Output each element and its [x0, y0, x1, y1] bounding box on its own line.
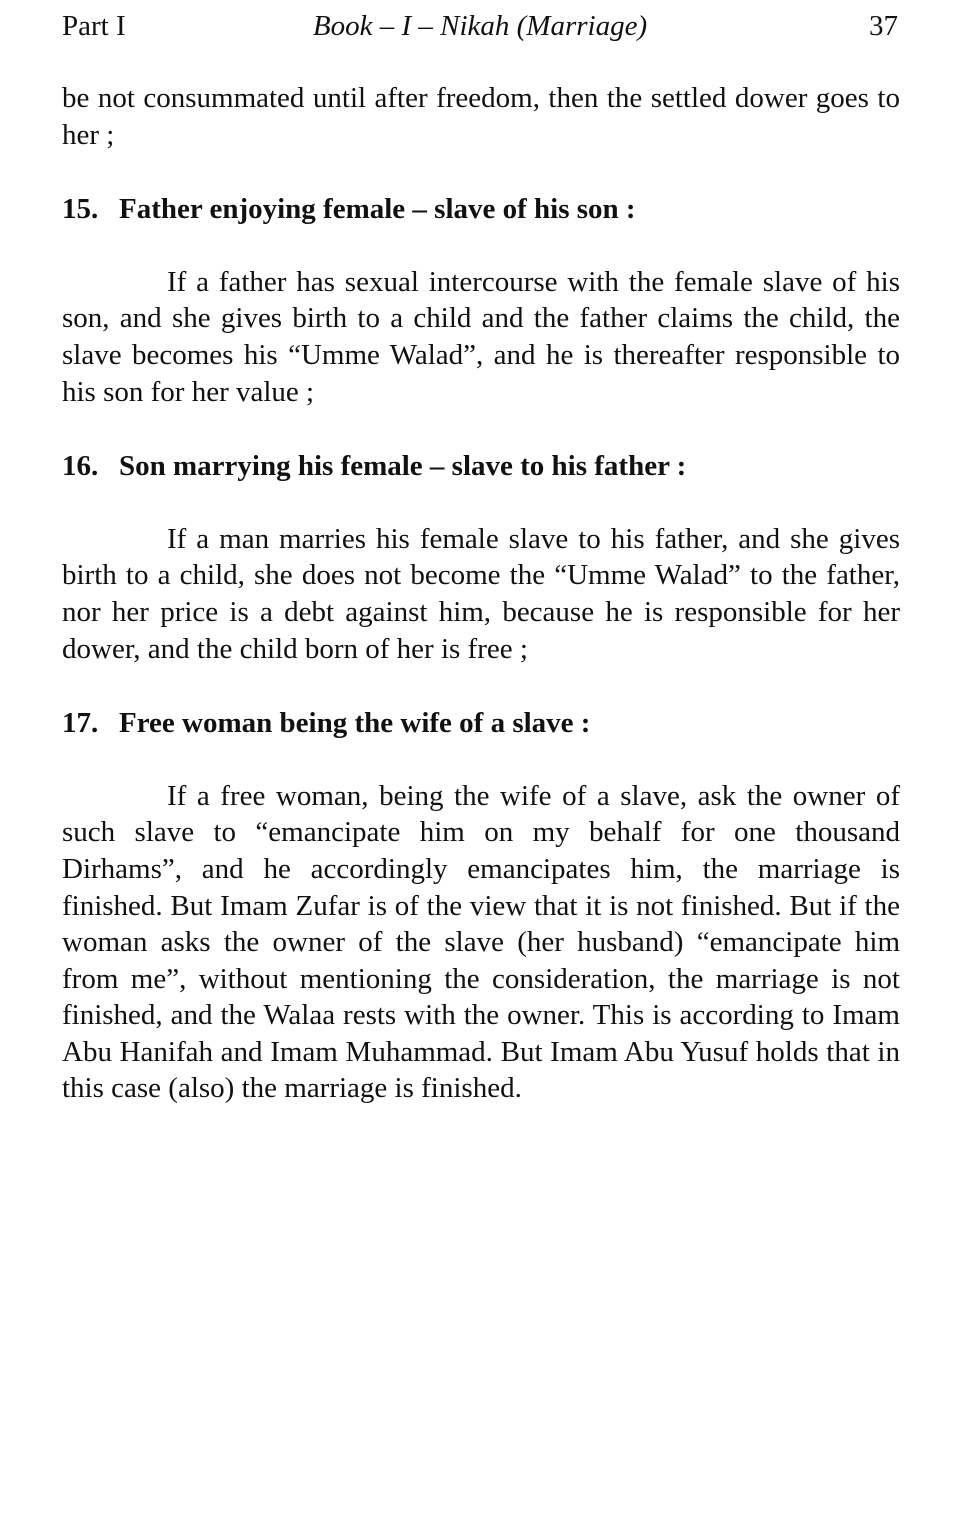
section-15-heading [62, 191, 900, 228]
page-body [62, 80, 900, 1107]
page-number: 37 [869, 10, 898, 42]
header-book-title: Book – I – Nikah (Marriage) [312, 10, 648, 42]
section-17-number: 17. [62, 707, 99, 740]
section-17-title: Free woman being the wife of a slave : [119, 707, 591, 740]
section-16-number: 16. [62, 450, 99, 483]
section-16-title: Son marrying his female – slave to his father : [119, 450, 687, 483]
header-part-label: Part I [62, 10, 126, 42]
section-17-paragraph: If a free woman, being the wife of a slave, ask the owner of such slave to “emancipate him on my behalf for one thousand Dirhams”, and he accordingly emancipates him, the marriage is finished. But Imam Zufar is of the view that it is not finished. But if the woman asks the owner of the slave (her husband) “emancipate him from me”, without mentioning the consideration, the marriage is not finished, and the Walaa rests with the owner. This is according to Imam Abu Hanifah and Imam Muhammad. But Imam Abu Yusuf holds that in this case (also) the marriage is finished. [62, 779, 900, 1105]
section-15-paragraph: If a father has sexual intercourse with the female slave of his son, and she gives birth to a child and the father claims the child, the slave becomes his “Umme Walad”, and he is thereafter responsible to his son for her value ; [62, 265, 900, 408]
section-17-heading [62, 705, 900, 742]
section-16-paragraph: If a man marries his female slave to his father, and she gives birth to a child, she does not become the “Umme Walad” to the father, nor her price is a debt against him, because he is responsible for her dower, and the child born of her is free ; [62, 522, 900, 665]
section-16-heading [62, 448, 900, 485]
running-header [62, 6, 898, 46]
section-15-title: Father enjoying female – slave of his son : [119, 193, 636, 226]
continuation-paragraph: be not consummated until after freedom, then the settled dower goes to her ; [62, 82, 900, 151]
section-15-number: 15. [62, 193, 99, 226]
